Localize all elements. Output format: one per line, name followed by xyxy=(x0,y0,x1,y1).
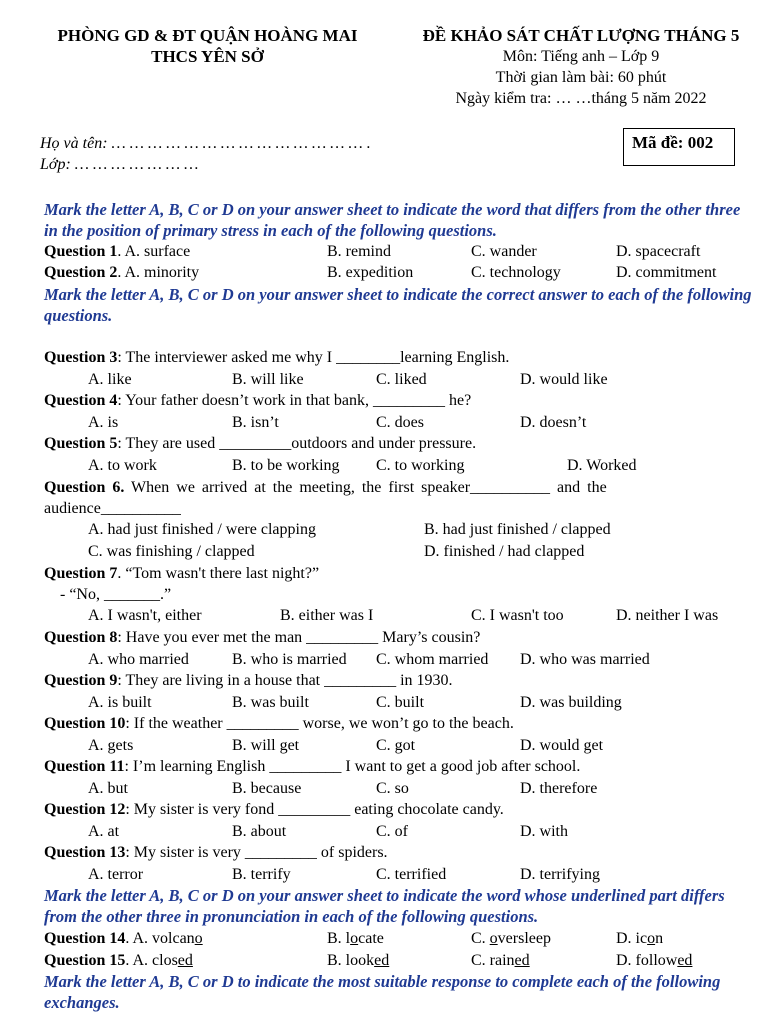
q10-option-a: A. gets xyxy=(88,737,134,754)
question-label: Question 4 xyxy=(44,392,118,409)
section-1-instruction: Mark the letter A, B, C or D on your answer sheet to indicate the word that differs from the other three in the position of primary stress in each of the following questions. xyxy=(44,200,741,240)
question-5 xyxy=(44,433,758,454)
question-label: Question 5 xyxy=(44,435,118,452)
question-12 xyxy=(44,799,758,820)
q15-option-c: C. rained xyxy=(471,952,530,969)
question-label: Question 6. xyxy=(44,479,125,496)
q7-option-c: C. I wasn't too xyxy=(471,607,564,624)
q11-option-b: B. because xyxy=(232,780,302,797)
q4-option-b: B. isn’t xyxy=(232,414,279,431)
q11-option-d: D. therefore xyxy=(520,780,598,797)
section-2-instruction: Mark the letter A, B, C or D on your answer sheet to indicate the correct answer to each of the following questions. xyxy=(44,285,752,325)
question-9 xyxy=(44,670,758,691)
q1-option-b: B. remind xyxy=(327,243,391,260)
question-text: . “Tom wasn't there last night?” xyxy=(117,565,320,582)
question-label: Question 1 xyxy=(44,243,118,260)
q5-option-c: C. to working xyxy=(376,457,465,474)
question-10 xyxy=(44,713,758,734)
q6-option-c: C. was finishing / clapped xyxy=(88,543,255,560)
option-a: . A. clos xyxy=(125,952,178,969)
question-13 xyxy=(44,842,758,863)
q5-option-a: A. to work xyxy=(88,457,157,474)
question-11 xyxy=(44,756,758,777)
q15-option-d: D. followed xyxy=(616,952,693,969)
q7-option-a: A. I wasn't, either xyxy=(88,607,202,624)
question-text: : My sister is very _________ of spiders. xyxy=(125,844,388,861)
school-name: THCS YÊN SỞ xyxy=(151,47,264,66)
question-8 xyxy=(44,627,758,648)
q13-option-a: A. terror xyxy=(88,866,144,883)
q2-option-d: D. commitment xyxy=(616,264,717,281)
q4-option-c: C. does xyxy=(376,414,424,431)
q12-option-a: A. at xyxy=(88,823,120,840)
q5-option-d: D. Worked xyxy=(567,457,637,474)
question-3 xyxy=(44,347,758,368)
question-label: Question 10 xyxy=(44,715,126,732)
student-class-field: Lớp: … … … … … … … xyxy=(40,156,199,173)
question-label: Question 9 xyxy=(44,672,118,689)
section-3-instruction: Mark the letter A, B, C or D on your answer sheet to indicate the word whose underlined part differs from the other three in pronunciation in each of the following questions. xyxy=(44,886,725,926)
question-text: When we arrived at the meeting, the first speaker__________ and the xyxy=(124,479,607,496)
question-text: : Have you ever met the man _________ Mary’s cousin? xyxy=(117,629,481,646)
q7-option-d: D. neither I was xyxy=(616,607,719,624)
question-4 xyxy=(44,390,758,411)
q7-option-b: B. either was I xyxy=(280,607,374,624)
q3-option-d: D. would like xyxy=(520,371,608,388)
exam-header xyxy=(405,25,757,109)
question-6-continued: audience__________ xyxy=(44,500,181,517)
q14-option-d: D. icon xyxy=(616,930,664,947)
question-label: Question 15 xyxy=(44,952,126,969)
exam-title: ĐỀ KHẢO SÁT CHẤT LƯỢNG THÁNG 5 xyxy=(422,26,740,45)
question-6 xyxy=(44,477,758,498)
question-text: : They are living in a house that _________ in 1930. xyxy=(117,672,453,689)
q1-option-d: D. spacecraft xyxy=(616,243,701,260)
q9-option-a: A. is built xyxy=(88,694,152,711)
question-label: Question 2 xyxy=(44,264,118,281)
question-text: : The interviewer asked me why I ________learning English. xyxy=(117,349,510,366)
q12-option-b: B. about xyxy=(232,823,287,840)
q1-option-c: C. wander xyxy=(471,243,537,260)
q8-option-a: A. who married xyxy=(88,651,189,668)
section-4-instruction: Mark the letter A, B, C or D to indicate the most suitable response to complete each of the following exchanges. xyxy=(44,972,721,1012)
exam-subject: Môn: Tiếng anh – Lớp 9 xyxy=(502,48,660,65)
question-text: : I’m learning English _________ I want to get a good job after school. xyxy=(124,758,581,775)
q5-option-b: B. to be working xyxy=(232,457,340,474)
question-text: : Your father doesn’t work in that bank, _________ he? xyxy=(117,392,472,409)
q8-option-c: C. whom married xyxy=(376,651,489,668)
q14-option-c: C. oversleep xyxy=(471,930,551,947)
q8-option-d: D. who was married xyxy=(520,651,650,668)
option-a: . A. surface xyxy=(117,243,191,260)
q4-option-a: A. is xyxy=(88,414,119,431)
q6-option-a: A. had just finished / were clapping xyxy=(88,521,316,538)
q9-option-d: D. was building xyxy=(520,694,622,711)
q9-option-c: C. built xyxy=(376,694,425,711)
option-a: . A. volcan xyxy=(125,930,195,947)
q10-option-c: C. got xyxy=(376,737,416,754)
question-label: Question 11 xyxy=(44,758,125,775)
q13-option-d: D. terrifying xyxy=(520,866,600,883)
exam-code-box: Mã đề: 002 xyxy=(623,128,735,166)
q12-option-d: D. with xyxy=(520,823,568,840)
q2-option-b: B. expedition xyxy=(327,264,414,281)
question-label: Question 7 xyxy=(44,565,118,582)
school-header xyxy=(40,25,375,67)
q3-option-a: A. like xyxy=(88,371,132,388)
district-name: PHÒNG GD & ĐT QUẬN HOÀNG MAI xyxy=(57,26,358,45)
q4-option-d: D. doesn’t xyxy=(520,414,587,431)
question-text: : If the weather _________ worse, we won’t go to the beach. xyxy=(125,715,514,732)
q12-option-c: C. of xyxy=(376,823,408,840)
q9-option-b: B. was built xyxy=(232,694,309,711)
question-text: : They are used _________outdoors and under pressure. xyxy=(117,435,477,452)
q13-option-c: C. terrified xyxy=(376,866,447,883)
q14-option-b: B. locate xyxy=(327,930,384,947)
underlined-part: ed xyxy=(177,952,193,969)
q11-option-a: A. but xyxy=(88,780,128,797)
question-label: Question 3 xyxy=(44,349,118,366)
question-label: Question 14 xyxy=(44,930,126,947)
q10-option-d: D. would get xyxy=(520,737,604,754)
question-7-response: - “No, _______.” xyxy=(60,586,172,603)
q2-option-c: C. technology xyxy=(471,264,561,281)
q13-option-b: B. terrify xyxy=(232,866,291,883)
q6-option-d: D. finished / had clapped xyxy=(424,543,585,560)
q6-option-b: B. had just finished / clapped xyxy=(424,521,611,538)
option-a: . A. minority xyxy=(117,264,200,281)
question-text: : My sister is very fond _________ eating chocolate candy. xyxy=(125,801,504,818)
q10-option-b: B. will get xyxy=(232,737,300,754)
student-name-field: Họ và tên: … … … … … … … … … … … … … … . xyxy=(40,135,371,152)
q11-option-c: C. so xyxy=(376,780,409,797)
exam-duration: Thời gian làm bài: 60 phút xyxy=(495,69,667,86)
q15-option-b: B. looked xyxy=(327,952,390,969)
question-label: Question 13 xyxy=(44,844,126,861)
question-label: Question 12 xyxy=(44,801,126,818)
q3-option-c: C. liked xyxy=(376,371,427,388)
underlined-part: o xyxy=(194,930,203,947)
exam-date: Ngày kiểm tra: … …tháng 5 năm 2022 xyxy=(455,90,707,107)
question-7 xyxy=(44,563,758,584)
q8-option-b: B. who is married xyxy=(232,651,347,668)
q3-option-b: B. will like xyxy=(232,371,304,388)
question-label: Question 8 xyxy=(44,629,118,646)
